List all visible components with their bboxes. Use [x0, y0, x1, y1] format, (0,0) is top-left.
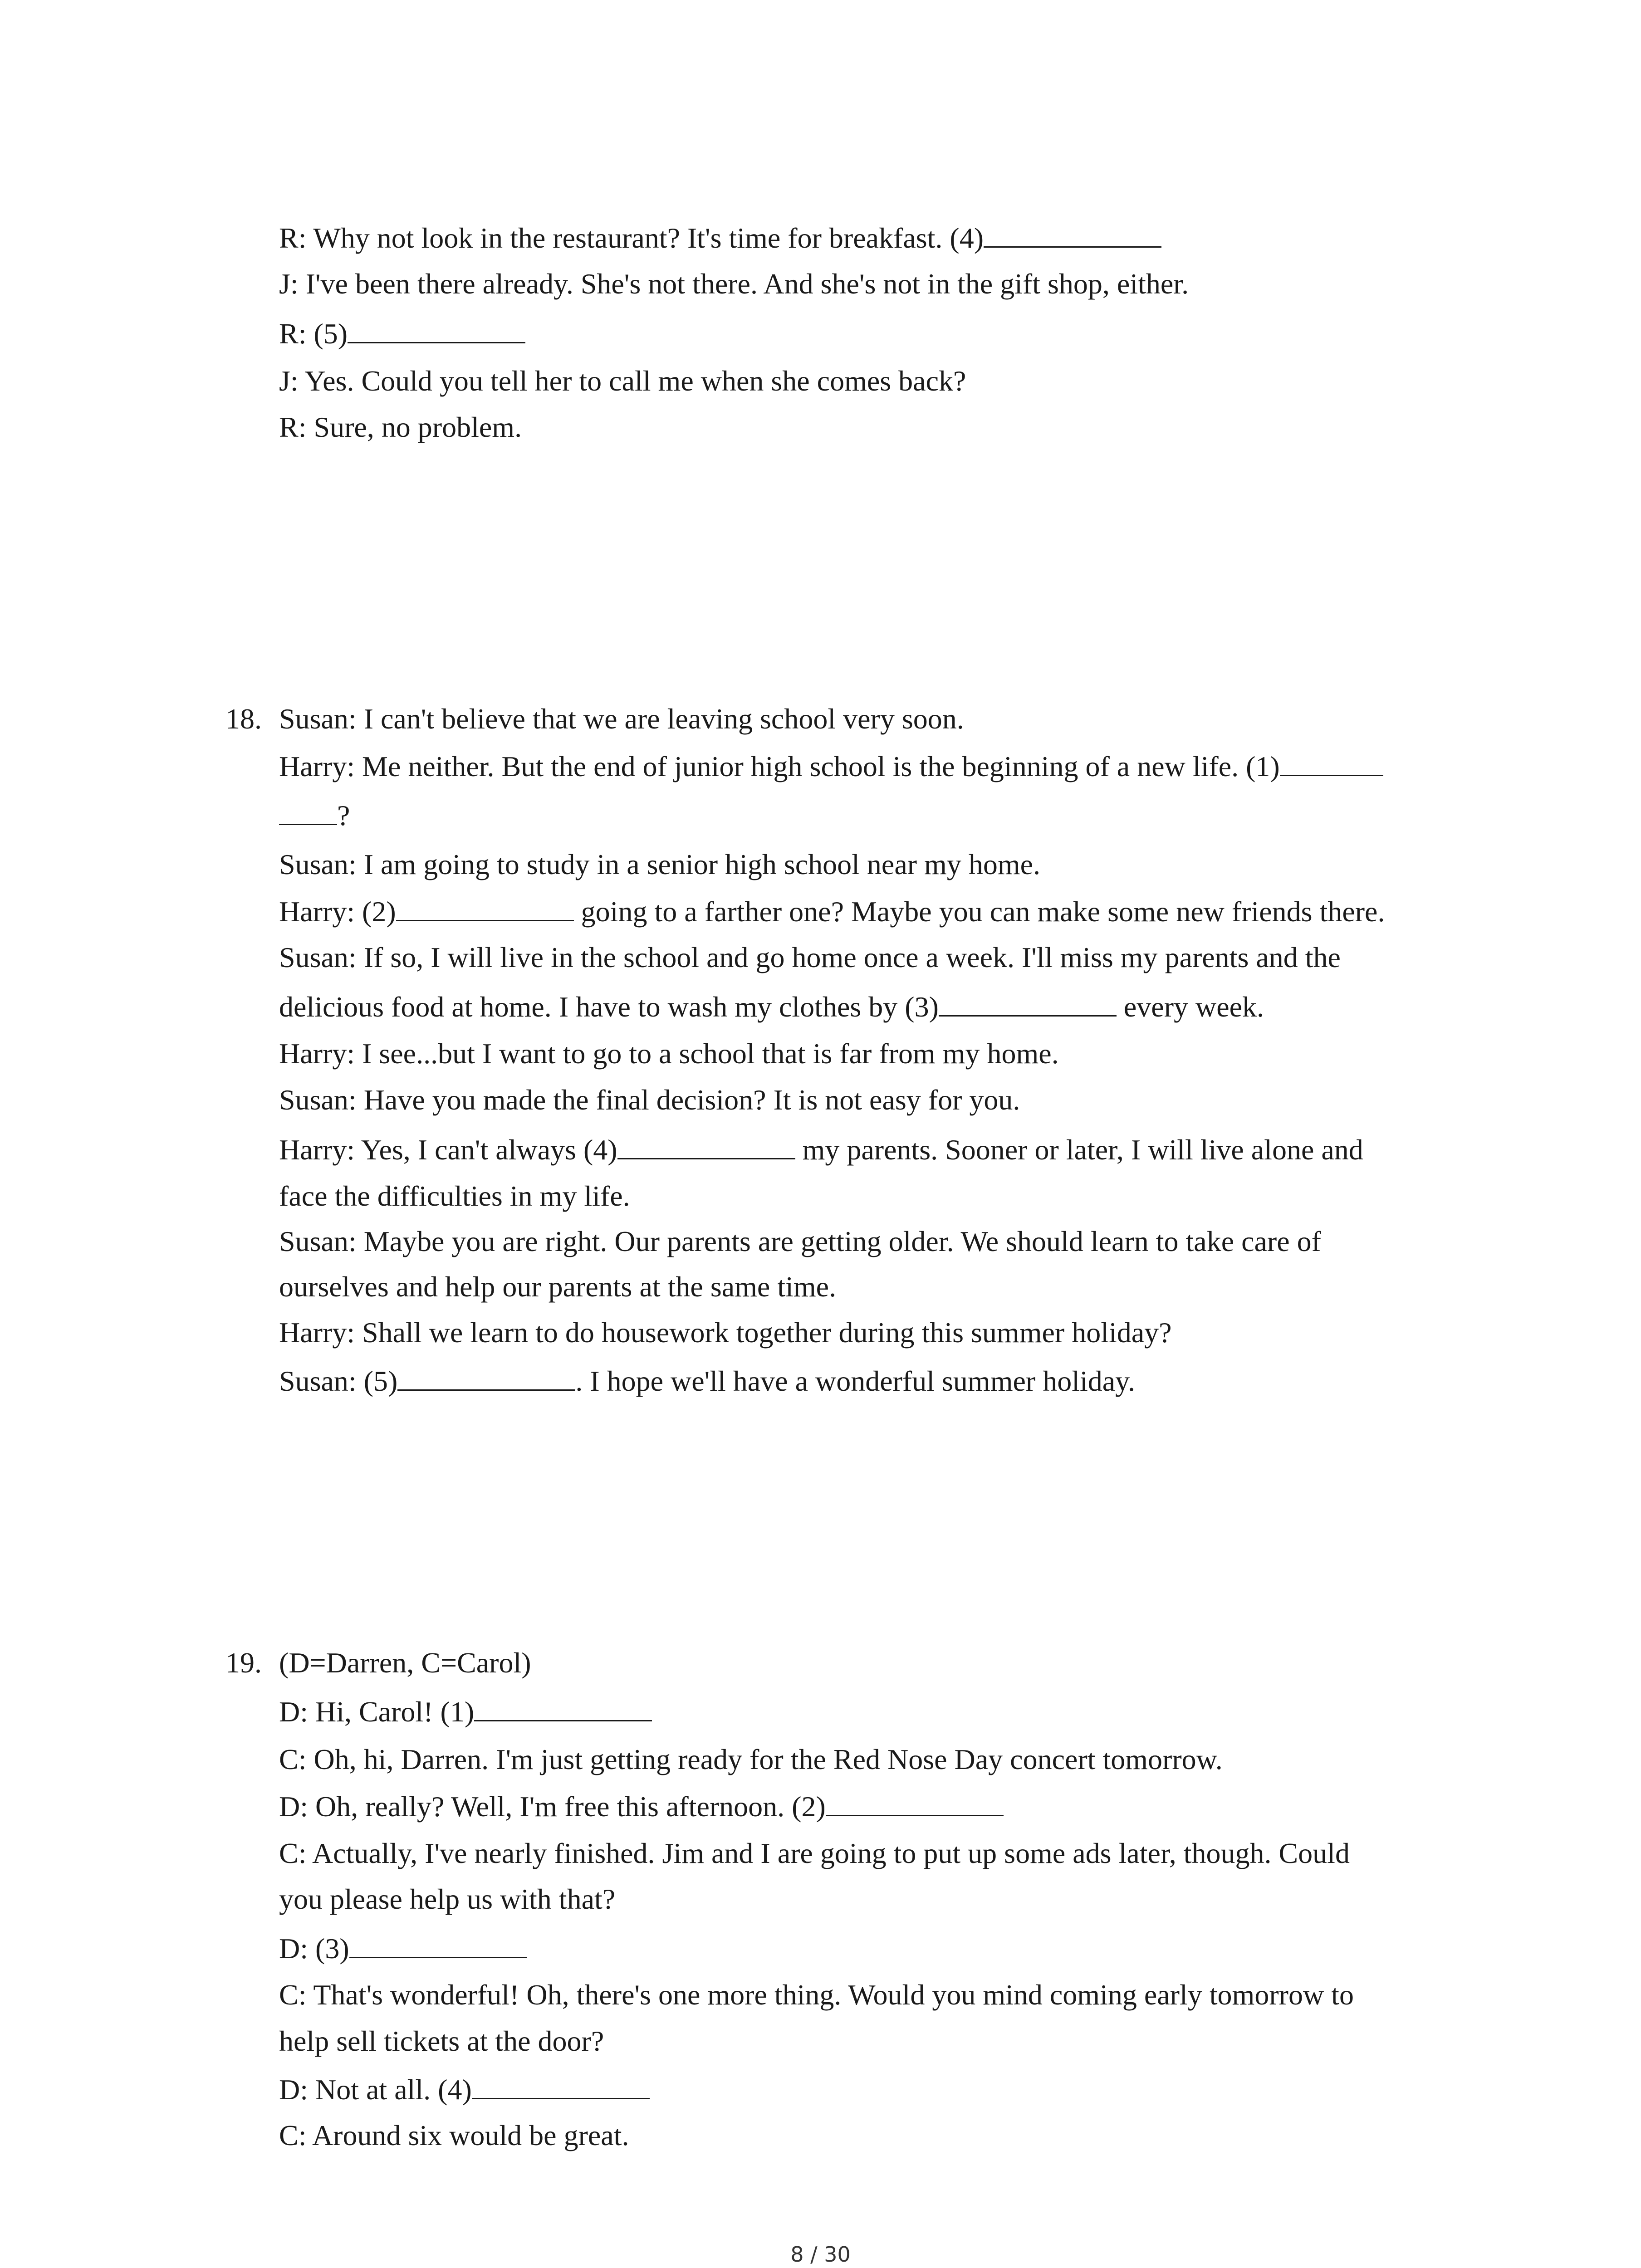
dialogue-line: C: Actually, I've nearly finished. Jim and I are going to put up some ads later, though. Could [279, 1837, 1350, 1869]
dialogue-line: C: Oh, hi, Darren. I'm just getting ready for the Red Nose Day concert tomorrow. [279, 1743, 1223, 1775]
dialogue-line: D: Not at all. (4) [279, 2072, 650, 2108]
dialogue-line: R: (5) [279, 316, 525, 352]
dialogue-line: Harry: Shall we learn to do housework together during this summer holiday? [279, 1316, 1172, 1349]
dialogue-heading: (D=Darren, C=Carol) [279, 1647, 531, 1679]
answer-blank[interactable] [826, 1789, 1004, 1816]
dialogue-line: Susan: I am going to study in a senior high school near my home. [279, 848, 1040, 880]
answer-blank-continued[interactable] [279, 797, 337, 825]
dialogue-line: Susan: Have you made the final decision? It is not easy for you. [279, 1084, 1020, 1116]
dialogue-line: you please help us with that? [279, 1883, 616, 1915]
dialogue-line: Harry: I see...but I want to go to a school that is far from my home. [279, 1037, 1059, 1070]
question-number: 18. [225, 703, 262, 735]
answer-blank[interactable] [348, 316, 525, 343]
dialogue-line: C: That's wonderful! Oh, there's one more thing. Would you mind coming early tomorrow to [279, 1979, 1354, 2011]
dialogue-line: Harry: Yes, I can't always (4) my parents. Sooner or later, I will live alone and [279, 1132, 1363, 1168]
answer-blank[interactable] [617, 1132, 795, 1159]
answer-blank[interactable] [396, 894, 574, 921]
dialogue-line: D: Hi, Carol! (1) [279, 1694, 652, 1730]
dialogue-line: Susan: (5) . I hope we'll have a wonderful summer holiday. [279, 1363, 1135, 1399]
answer-blank[interactable] [472, 2072, 650, 2099]
dialogue-line: J: I've been there already. She's not there. And she's not in the gift shop, either. [279, 268, 1189, 300]
page-number: 8 / 30 [790, 2242, 851, 2267]
dialogue-line: C: Around six would be great. [279, 2119, 629, 2151]
dialogue-line: R: Sure, no problem. [279, 411, 522, 443]
dialogue-line: Susan: If so, I will live in the school and go home once a week. I'll miss my parents and the [279, 941, 1341, 973]
answer-blank[interactable] [349, 1931, 527, 1958]
dialogue-line: delicious food at home. I have to wash my clothes by (3) every week. [279, 989, 1264, 1025]
dialogue-line: ? [279, 797, 350, 834]
answer-blank[interactable] [397, 1363, 575, 1391]
answer-blank[interactable] [939, 989, 1117, 1017]
dialogue-line: Harry: (2) going to a farther one? Maybe you can make some new friends there. [279, 894, 1385, 930]
dialogue-line: D: Oh, really? Well, I'm free this afternoon. (2) [279, 1789, 1004, 1825]
dialogue-line: face the difficulties in my life. [279, 1180, 630, 1212]
answer-blank[interactable] [984, 220, 1161, 248]
dialogue-line: D: (3) [279, 1931, 527, 1967]
dialogue-line: Susan: I can't believe that we are leaving school very soon. [279, 703, 964, 735]
dialogue-line: Susan: Maybe you are right. Our parents are getting older. We should learn to take care of [279, 1225, 1321, 1257]
dialogue-line: J: Yes. Could you tell her to call me when she comes back? [279, 365, 966, 397]
answer-blank[interactable] [1280, 748, 1383, 776]
dialogue-line: R: Why not look in the restaurant? It's time for breakfast. (4) [279, 220, 1161, 256]
dialogue-line: Harry: Me neither. But the end of junior high school is the beginning of a new life. (1) [279, 748, 1383, 785]
dialogue-line: ourselves and help our parents at the same time. [279, 1271, 837, 1303]
dialogue-line: help sell tickets at the door? [279, 2025, 604, 2057]
question-number: 19. [225, 1647, 262, 1679]
answer-blank[interactable] [474, 1694, 652, 1721]
